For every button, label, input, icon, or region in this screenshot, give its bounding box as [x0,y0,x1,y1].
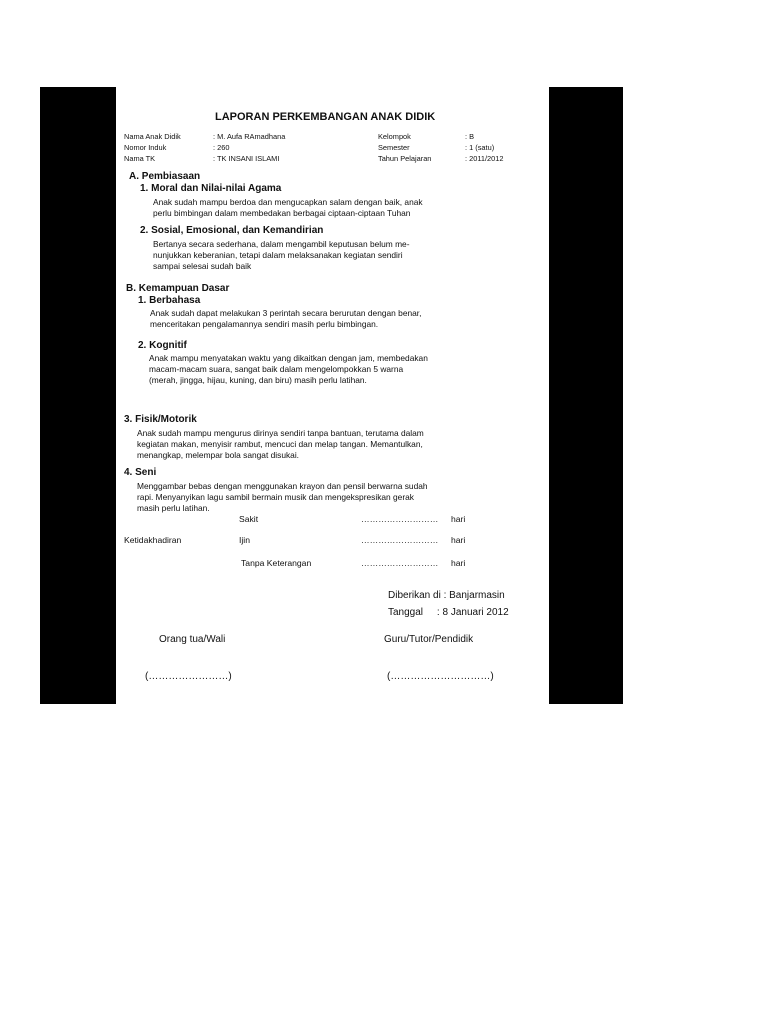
attendance-sick-unit: hari [451,514,466,524]
attendance-permit-unit: hari [451,535,466,545]
issue-date: Tanggal : 8 Januari 2012 [388,607,509,618]
attendance-absent-unit: hari [451,558,466,568]
teacher-label: Guru/Tutor/Pendidik [384,634,474,645]
field-value-name: : M. Aufa RAmadhana [213,132,286,141]
field-value-group: : B [465,132,475,141]
field-label-school: Nama TK [124,154,156,163]
section-b-item-1-title: 1. Berbahasa [138,295,201,306]
section-b-item-2-title: 2. Kognitif [138,340,187,351]
given-at: Diberikan di : Banjarmasin [388,590,505,601]
field-label-name: Nama Anak Didik [124,132,181,141]
teacher-signature-blank: (…………………………) [387,671,494,682]
section-a-item-1-title: 1. Moral dan Nilai-nilai Agama [140,183,282,194]
field-label-year: Tahun Pelajaran [378,154,432,163]
section-a-item-1-text: Anak sudah mampu berdoa dan mengucapkan salam dengan baik, anak perlu bimbingan dalam membedakan berbagai ciptaan-ciptaan Tuhan [153,197,423,218]
parent-label: Orang tua/Wali [159,634,226,645]
field-value-school: : TK INSANI ISLAMI [213,154,280,163]
field-label-group: Kelompok [378,132,411,141]
attendance-label: Ketidakhadiran [124,535,182,545]
attendance-absent-label: Tanpa Keterangan [241,558,312,568]
section-b-item-4-title: 4. Seni [124,467,157,478]
attendance-permit-label: Ijin [239,535,250,545]
section-b-item-4-text: Menggambar bebas dengan menggunakan krayon dan pensil berwarna sudah rapi. Menyanyikan lagu sambil bermain musik dan mengekspresikan gerak masih perlu latihan. [137,481,428,513]
attendance-permit-dots: ……………………… [361,535,439,545]
section-a-item-2-title: 2. Sosial, Emosional, dan Kemandirian [140,225,324,236]
field-value-year: : 2011/2012 [465,154,504,163]
parent-signature-blank: (……………………) [145,671,232,682]
field-value-number: : 260 [213,143,230,152]
section-b-item-3-title: 3. Fisik/Motorik [124,414,197,425]
section-a-item-2-text: Bertanya secara sederhana, dalam mengambil keputusan belum me- nunjukkan keberanian, tetapi dalam melaksanakan kegiatan sendiri sampai selesai sudah baik [153,239,410,271]
section-b-title: B. Kemampuan Dasar [126,283,230,294]
field-value-semester: : 1 (satu) [465,143,495,152]
field-label-number: Nomor Induk [124,143,167,152]
section-b-item-3-text: Anak sudah mampu mengurus dirinya sendiri tanpa bantuan, terutama dalam kegiatan makan, menyisir rambut, mencuci dan melap tangan. Memantulkan, menangkap, melempar bola sangat disukai. [137,428,424,460]
section-b-item-2-text: Anak mampu menyatakan waktu yang dikaitkan dengan jam, membedakan macam-macam suara, sangat baik dalam mengelompokkan 5 warna (merah, jingga, hijau, kuning, dan biru) masih perlu latihan. [149,353,428,385]
section-a-title: A. Pembiasaan [129,171,201,182]
field-label-semester: Semester [378,143,410,152]
report-title: LAPORAN PERKEMBANGAN ANAK DIDIK [215,111,436,123]
attendance-absent-dots: ……………………… [361,558,439,568]
attendance-sick-label: Sakit [239,514,259,524]
section-b-item-1-text: Anak sudah dapat melakukan 3 perintah secara berurutan dengan benar, menceritakan pengalamannya sendiri masih perlu bimbingan. [150,308,422,329]
attendance-sick-dots: ……………………… [361,514,439,524]
